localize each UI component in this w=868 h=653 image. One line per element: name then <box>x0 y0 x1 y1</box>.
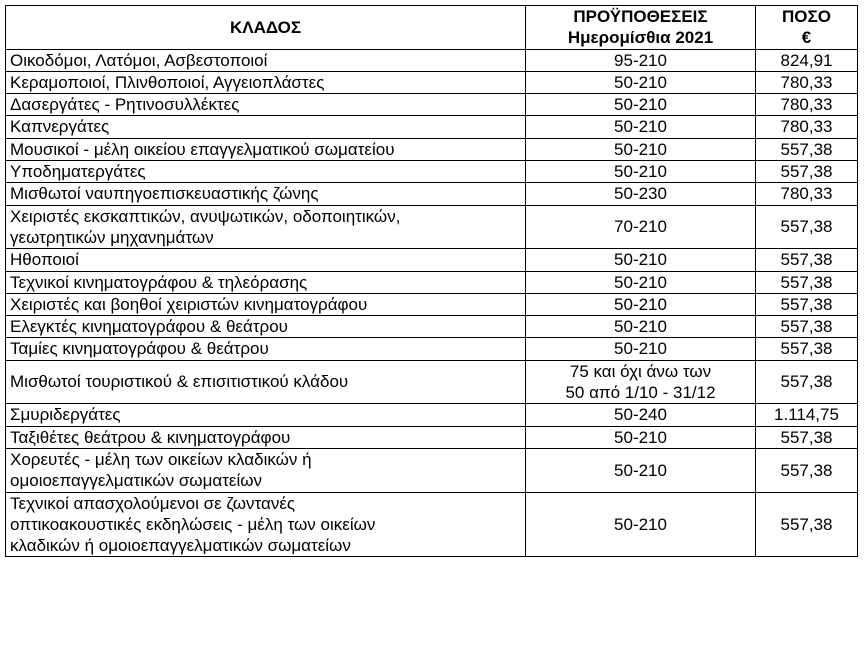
amount-cell-text: 780,33 <box>780 184 833 204</box>
requirements-cell <box>526 338 756 360</box>
amount-cell-text: 557,38 <box>780 294 833 314</box>
amount-cell-text: 557,38 <box>780 372 833 392</box>
header-requirements-line2: Ημερομίσθια 2021 <box>567 28 714 48</box>
requirements-cell-text: 50-240 <box>614 405 667 425</box>
requirements-cell-text: 50-230 <box>614 184 667 204</box>
table-row <box>6 316 858 338</box>
branch-cell <box>6 492 526 557</box>
header-requirements-line1: ΠΡΟΫΠΟΘΕΣΕΙΣ <box>573 7 708 26</box>
branch-cell-text: Σμυριδεργάτες <box>10 405 121 425</box>
requirements-cell <box>526 94 756 116</box>
branch-cell-text: ομοιοεπαγγελματικών σωματείων <box>10 471 263 491</box>
requirements-cell-text: 50-210 <box>614 162 667 182</box>
requirements-cell <box>526 404 756 426</box>
branch-cell-text: Δασεργάτες - Ρητινοσυλλέκτες <box>10 95 240 115</box>
requirements-cell-text: 50-210 <box>614 72 667 92</box>
branch-cell-text: κλαδικών ή ομοιοεπαγγελματικών σωματείων <box>10 536 351 556</box>
branch-cell <box>6 360 526 404</box>
table-row <box>6 271 858 293</box>
requirements-cell <box>526 293 756 315</box>
requirements-cell-text: 50-210 <box>614 339 667 359</box>
requirements-cell-text: 50-210 <box>614 317 667 337</box>
amount-cell <box>756 94 858 116</box>
requirements-cell <box>526 49 756 71</box>
branch-cell-text: Χειριστές και βοηθοί χειριστών κινηματογράφου <box>10 294 368 314</box>
branch-cell <box>6 71 526 93</box>
requirements-cell-text: 50-210 <box>614 294 667 314</box>
table-row <box>6 426 858 448</box>
amount-cell-text: 557,38 <box>780 272 833 292</box>
branch-cell <box>6 94 526 116</box>
amount-cell <box>756 316 858 338</box>
requirements-cell <box>526 316 756 338</box>
amount-cell <box>756 271 858 293</box>
table-row <box>6 293 858 315</box>
amount-cell-text: 824,91 <box>780 50 833 70</box>
branch-cell-text: Κεραμοποιοί, Πλινθοποιοί, Αγγειοπλάστες <box>10 72 325 92</box>
amount-cell-text: 557,38 <box>780 460 833 480</box>
amount-cell <box>756 249 858 271</box>
requirements-cell <box>526 205 756 249</box>
amount-cell-text: 557,38 <box>780 339 833 359</box>
requirements-cell-text: 50-210 <box>614 95 667 115</box>
branch-cell-text: γεωτρητικών μηχανημάτων <box>10 227 214 247</box>
amount-cell <box>756 49 858 71</box>
amount-cell <box>756 360 858 404</box>
branch-cell <box>6 161 526 183</box>
table-row <box>6 249 858 271</box>
table-row <box>6 94 858 116</box>
branch-cell <box>6 183 526 205</box>
amount-cell-text: 557,38 <box>780 427 833 447</box>
header-branch <box>6 6 526 50</box>
amount-cell-text: 780,33 <box>780 117 833 137</box>
header-amount-line1: ΠΟΣΟ <box>782 7 831 26</box>
amount-cell-text: 557,38 <box>780 514 833 534</box>
requirements-cell <box>526 448 756 492</box>
requirements-cell <box>526 360 756 404</box>
requirements-cell-text: 50-210 <box>614 139 667 159</box>
requirements-cell <box>526 426 756 448</box>
requirements-cell-text: 50-210 <box>614 272 667 292</box>
amount-cell-text: 557,38 <box>780 250 833 270</box>
branch-cell <box>6 448 526 492</box>
amount-cell <box>756 404 858 426</box>
table-row <box>6 404 858 426</box>
amount-cell-text: 557,38 <box>780 317 833 337</box>
amount-cell <box>756 183 858 205</box>
requirements-cell-text: 75 και όχι άνω των <box>569 361 712 381</box>
requirements-cell-text: 50-210 <box>614 460 667 480</box>
amount-cell-text: 1.114,75 <box>774 405 839 425</box>
table-row <box>6 116 858 138</box>
amount-cell <box>756 161 858 183</box>
requirements-cell-text: 70-210 <box>614 217 667 237</box>
amount-cell <box>756 426 858 448</box>
amount-cell-text: 780,33 <box>780 72 833 92</box>
amount-cell <box>756 338 858 360</box>
amount-cell <box>756 71 858 93</box>
requirements-cell-text: 50 από 1/10 - 31/12 <box>565 383 716 403</box>
table-row <box>6 49 858 71</box>
amount-cell-text: 557,38 <box>780 162 833 182</box>
amount-cell <box>756 492 858 557</box>
branch-cell-text: Οικοδόμοι, Λατόμοι, Ασβεστοποιοί <box>10 50 268 70</box>
branch-cell-text: Καπνεργάτες <box>10 117 110 137</box>
branch-cell <box>6 271 526 293</box>
requirements-cell <box>526 116 756 138</box>
requirements-cell <box>526 138 756 160</box>
requirements-cell <box>526 161 756 183</box>
amount-cell-text: 557,38 <box>780 139 833 159</box>
header-amount <box>756 6 858 50</box>
branch-cell-text: Μισθωτοί ναυπηγοεπισκευαστικής ζώνης <box>10 184 319 204</box>
branch-cell-text: οπτικοακουστικές εκδηλώσεις - μέλη των οικείων <box>10 514 376 534</box>
benefits-table <box>5 5 858 557</box>
header-requirements <box>526 6 756 50</box>
requirements-cell-text: 50-210 <box>614 427 667 447</box>
amount-cell <box>756 448 858 492</box>
header-row <box>6 6 858 50</box>
table-row <box>6 183 858 205</box>
branch-cell <box>6 205 526 249</box>
amount-cell <box>756 293 858 315</box>
branch-cell-text: Μουσικοί - μέλη οικείου επαγγελματικού σωματείου <box>10 139 395 159</box>
amount-cell <box>756 138 858 160</box>
branch-cell-text: Χορευτές - μέλη των οικείων κλαδικών ή <box>10 449 312 469</box>
branch-cell-text: Μισθωτοί τουριστικού & επισιτιστικού κλάδου <box>10 372 349 392</box>
requirements-cell-text: 95-210 <box>614 50 667 70</box>
branch-cell-text: Ταξιθέτες θεάτρου & κινηματογράφου <box>10 427 291 447</box>
branch-cell-text: Χειριστές εκσκαπτικών, ανυψωτικών, οδοποιητικών, <box>10 206 401 226</box>
table-body <box>6 49 858 557</box>
branch-cell <box>6 316 526 338</box>
branch-cell-text: Ελεγκτές κινηματογράφου & θεάτρου <box>10 317 288 337</box>
amount-cell-text: 557,38 <box>780 217 833 237</box>
branch-cell-text: Ηθοποιοί <box>10 250 79 270</box>
branch-cell <box>6 293 526 315</box>
table-row <box>6 205 858 249</box>
table-row <box>6 338 858 360</box>
table-row <box>6 492 858 557</box>
amount-cell <box>756 205 858 249</box>
amount-cell-text: 780,33 <box>780 95 833 115</box>
branch-cell <box>6 116 526 138</box>
branch-cell <box>6 49 526 71</box>
requirements-cell <box>526 71 756 93</box>
amount-cell <box>756 116 858 138</box>
branch-cell-text: Υποδηματεργάτες <box>10 162 146 182</box>
branch-cell <box>6 249 526 271</box>
branch-cell <box>6 338 526 360</box>
header-amount-line2: € <box>801 28 812 48</box>
requirements-cell <box>526 271 756 293</box>
table-row <box>6 71 858 93</box>
table-row <box>6 448 858 492</box>
requirements-cell <box>526 249 756 271</box>
requirements-cell-text: 50-210 <box>614 250 667 270</box>
table-row <box>6 138 858 160</box>
requirements-cell <box>526 183 756 205</box>
branch-cell <box>6 404 526 426</box>
requirements-cell <box>526 492 756 557</box>
branch-cell-text: Τεχνικοί απασχολούμενοι σε ζωντανές <box>10 493 296 513</box>
branch-cell <box>6 138 526 160</box>
branch-cell-text: Τεχνικοί κινηματογράφου & τηλεόρασης <box>10 272 308 292</box>
table-row <box>6 161 858 183</box>
header-branch-label: ΚΛΑΔΟΣ <box>229 17 302 37</box>
branch-cell <box>6 426 526 448</box>
requirements-cell-text: 50-210 <box>614 117 667 137</box>
requirements-cell-text: 50-210 <box>614 514 667 534</box>
table-row <box>6 360 858 404</box>
branch-cell-text: Ταμίες κινηματογράφου & θεάτρου <box>10 339 269 359</box>
